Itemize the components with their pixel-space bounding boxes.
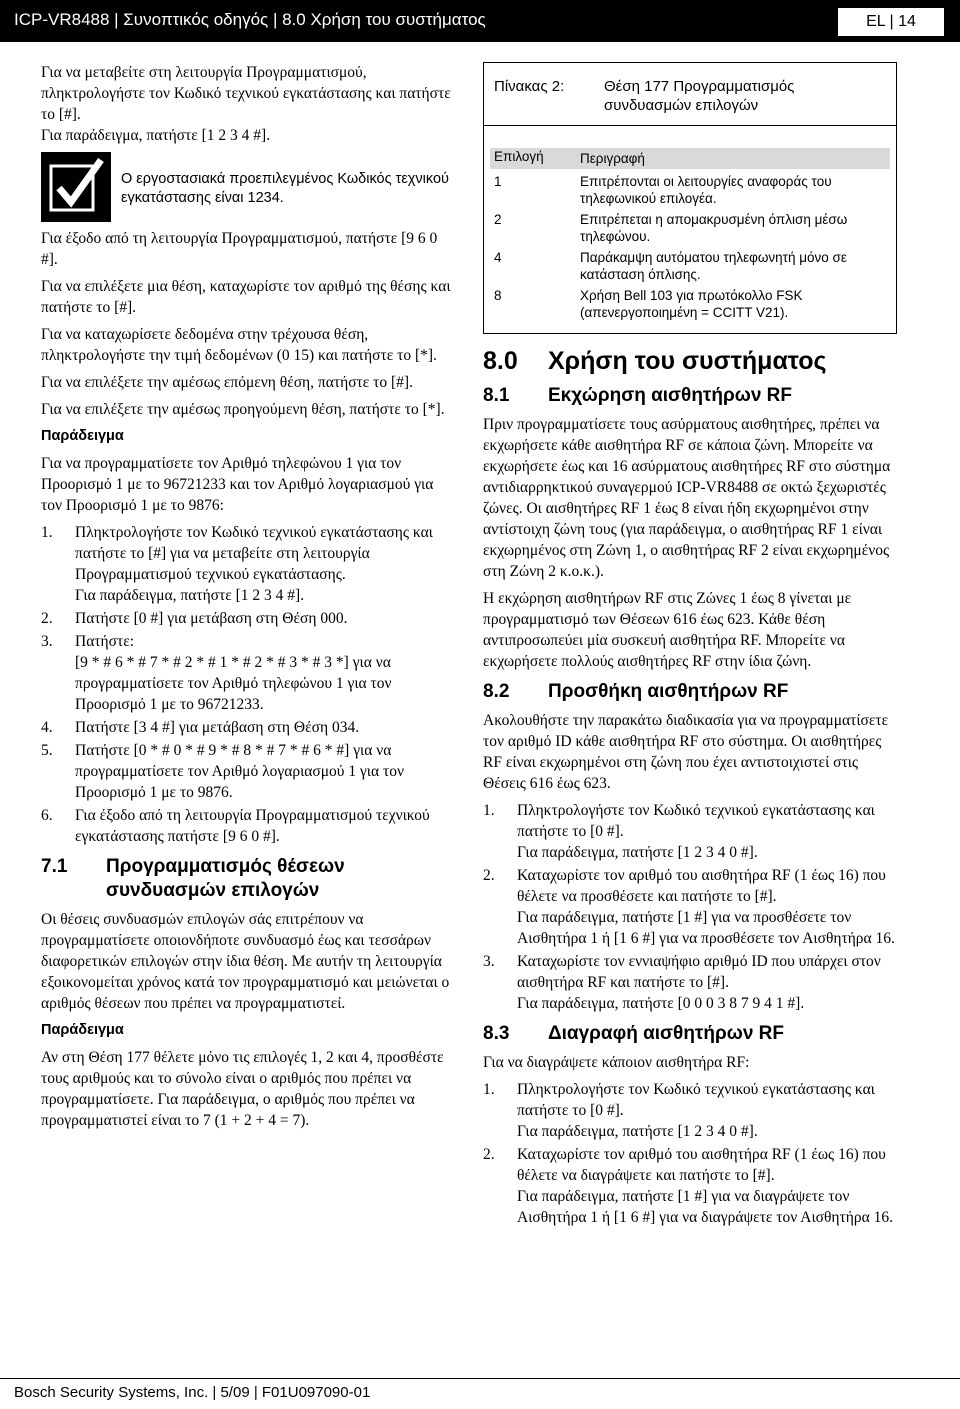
footer-divider	[0, 1378, 960, 1379]
section-heading: 8.2 Προσθήκη αισθητήρων RF	[483, 681, 789, 702]
paragraph: Αν στη Θέση 177 θέλετε μόνο τις επιλογές 1, 2 και 4, προσθέστε τους αριθμούς και το σύνολο είναι ο αριθμός που πρέπει να προγραμματίσετε. Για παράδειγμα, ο αριθμός που πρέπει να προγραμματιστεί είναι το 7 (1 + 2 + 4 = 7).	[41, 1049, 444, 1129]
list-item: 2. Καταχωρίστε τον αριθμό του αισθητήρα RF (1 έως 16) που θέλετε να διαγράψετε και πατήστε το [#]. Για παράδειγμα, πατήστε [1 #] για να διαγράψετε τον Αισθητήρα 1 ή [1 6 #] για να διαγράψετε τον Αισθητήρα 16.	[483, 1146, 893, 1226]
example-heading: Παράδειγμα	[41, 428, 124, 444]
table-header-row: Επιλογή Περιγραφή	[490, 148, 890, 169]
paragraph: Για να διαγράψετε κάποιον αισθητήρα RF:	[483, 1054, 750, 1071]
paragraph: Για να καταχωρίσετε δεδομένα στην τρέχουσα θέση, πληκτρολογήστε την τιμή δεδομένων (0 15) και πατήστε το [*].	[41, 326, 437, 364]
table-title: Θέση 177 Προγραμματισμός συνδυασμών επιλογών	[604, 78, 795, 114]
table-row: 8 Χρήση Bell 103 για πρωτόκολλο FSK (απενεργοποιημένη = CCITT V21).	[494, 288, 803, 320]
section-heading: 8.1 Εκχώρηση αισθητήρων RF	[483, 385, 792, 406]
note-text: Ο εργοστασιακά προεπιλεγμένος Κωδικός τεχνικού εγκατάστασης είναι 1234.	[121, 171, 449, 206]
paragraph: Για να επιλέξετε την αμέσως προηγούμενη θέση, πατήστε το [*].	[41, 401, 445, 418]
paragraph: Ακολουθήστε την παρακάτω διαδικασία για να προγραμματίσετε τον αριθμό ID κάθε αισθητήρα RF στο σύστημα. Οι αισθητήρες RF είναι εκχωρημένοι στη ζώνη που έχει αντιστοιχιστεί στις Θέσεις 616 έως 623.	[483, 712, 889, 792]
section-heading: 7.1 Προγραμματισμός θέσεων συνδυασμών επιλογών	[41, 856, 345, 901]
list-item: 3. Καταχωρίστε τον εννιαψήφιο αριθμό ID που υπάρχει στον αισθητήρα RF και πατήστε το [#]. Για παράδειγμα, πατήστε [0 0 0 3 8 7 9 4 1 #].	[483, 953, 881, 1012]
paragraph: Οι θέσεις συνδυασμών επιλογών σάς επιτρέπουν να προγραμματίσετε οποιονδήποτε συνδυασμό έως και τεσσάρων διαφορετικών επιλογών στην ίδια θέση. Με αυτήν τη λειτουργία εξοικονομείται χρόνος κατά τον προγραμματισμό και μειώνεται ο αριθμός θέσεων που πρέπει να προγραμματιστεί.	[41, 911, 450, 1012]
list-item: 5. Πατήστε [0 * # 0 * # 9 * # 8 * # 7 * # 6 * #] για να προγραμματίσετε τον Αριθμό λογαριασμού 1 για τον Προορισμό 1 με το 9876.	[41, 742, 404, 801]
list-item: 1. Πληκτρολογήστε τον Κωδικό τεχνικού εγκατάστασης και πατήστε το [0 #]. Για παράδειγμα, πατήστε [1 2 3 4 0 #].	[483, 1081, 875, 1140]
list-item: 4. Πατήστε [3 4 #] για μετάβαση στη Θέση 034.	[41, 719, 360, 736]
note-box	[41, 152, 457, 222]
step-list	[483, 1079, 903, 1228]
table-caption	[484, 63, 896, 126]
page-footer: Bosch Security Systems, Inc. | 5/09 | F01U097090-01	[14, 1384, 371, 1401]
step-list	[483, 800, 903, 1014]
list-item: 3. Πατήστε: [9 * # 6 * # 7 * # 2 * # 1 * # 2 * # 3 * # 3 *] για να προγραμματίσετε τον Αριθμό τηλεφώνου 1 για τον Προορισμό 1 με το 96721233.	[41, 633, 392, 713]
header-title: ICP-VR8488 | Συνοπτικός οδηγός | 8.0 Χρήση του συστήματος	[14, 10, 486, 29]
paragraph: Για έξοδο από τη λειτουργία Προγραμματισμού, πατήστε [9 6 0 #].	[41, 230, 438, 268]
step-list	[41, 522, 457, 847]
section-heading: 8.3 Διαγραφή αισθητήρων RF	[483, 1023, 784, 1044]
table-body	[484, 126, 896, 333]
list-item: 6. Για έξοδο από τη λειτουργία Προγραμματισμού τεχνικού εγκατάστασης πατήστε [9 6 0 #].	[41, 807, 430, 845]
list-item: 2. Καταχωρίστε τον αριθμό του αισθητήρα RF (1 έως 16) που θέλετε να προσθέσετε και πατήστε το [#]. Για παράδειγμα, πατήστε [1 #] για να προσθέσετε τον Αισθητήρα 1 ή [1 6 #] για να προσθέσετε τον Αισθητήρα 16.	[483, 867, 895, 947]
left-column	[41, 62, 457, 1137]
page-header	[0, 0, 960, 42]
paragraph: Η εκχώρηση αισθητήρων RF στις Ζώνες 1 έως 8 γίνεται με προγραμματισμό των Θέσεων 616 έως 623. Κάθε θέση αντιπροσωπεύει μία συσκευή αισθητήρα RF. Μπορείτε να εκχωρήσετε πολλούς αισθητήρες RF στην ίδια ζώνη.	[483, 590, 852, 670]
example-heading: Παράδειγμα	[41, 1022, 124, 1038]
paragraph: Πριν προγραμματίσετε τους ασύρματους αισθητήρες, πρέπει να εκχωρήσετε κάθε αισθητήρα RF σε κάποια ζώνη. Μπορείτε να εκχωρήσετε έως και 16 ασύρματους αισθητήρες RF στο σύστημα αντιδιαρρηκτικού συναγερμού ICP-VR8488 σε οκτώ ξεχωριστές ζώνες. Οι αισθητήρες RF 1 έως 8 είναι ήδη εκχωρημένοι στην αντίστοιχη ζώνη τους (για παράδειγμα, ο αισθητήρας RF 1 είναι εκχωρημένος στη Ζώνη 1, ο αισθητήρας RF 2 είναι εκχωρημένος στη Ζώνη 2 κ.ο.κ.).	[483, 416, 891, 580]
right-column	[483, 62, 903, 1234]
table-row: 1 Επιτρέπονται οι λειτουργίες αναφοράς του τηλεφωνικού επιλογέα.	[494, 174, 832, 206]
options-table	[483, 62, 897, 334]
table-row: 2 Επιτρέπεται η απομακρυσμένη όπλιση μέσω τηλεφώνου.	[494, 212, 848, 244]
list-item: 2. Πατήστε [0 #] για μετάβαση στη Θέση 000.	[41, 610, 348, 627]
list-item: 1. Πληκτρολογήστε τον Κωδικό τεχνικού εγκατάστασης και πατήστε το [0 #]. Για παράδειγμα, πατήστε [1 2 3 4 0 #].	[483, 802, 875, 861]
paragraph: Για να προγραμματίσετε τον Αριθμό τηλεφώνου 1 για τον Προορισμό 1 με το 96721233 και τον Αριθμό λογαριασμού για τον Προορισμό 1 με το 9876:	[41, 455, 434, 514]
paragraph: Για να επιλέξετε μια θέση, καταχωρίστε τον αριθμό της θέσης και πατήστε το [#].	[41, 278, 451, 316]
chapter-heading: 8.0 Χρήση του συστήματος	[483, 347, 827, 375]
table-label: Πίνακας 2:	[494, 78, 565, 95]
header-lang-page: EL | 14	[838, 8, 944, 36]
table-row: 4 Παράκαμψη αυτόματου τηλεφωνητή μόνο σε κατάσταση όπλισης.	[494, 250, 847, 282]
checkbox-check-icon	[41, 152, 111, 222]
paragraph: Για να μεταβείτε στη λειτουργία Προγραμματισμού, πληκτρολογήστε τον Κωδικό τεχνικού εγκατάστασης και πατήστε το [#]. Για παράδειγμα, πατήστε [1 2 3 4 #].	[41, 64, 451, 144]
paragraph: Για να επιλέξετε την αμέσως επόμενη θέση, πατήστε το [#].	[41, 374, 413, 391]
list-item: 1. Πληκτρολογήστε τον Κωδικό τεχνικού εγκατάστασης και πατήστε το [#] για να μεταβείτε στη λειτουργία Προγραμματισμού τεχνικού εγκατάστασης. Για παράδειγμα, πατήστε [1 2 3 4 #].	[41, 524, 433, 604]
